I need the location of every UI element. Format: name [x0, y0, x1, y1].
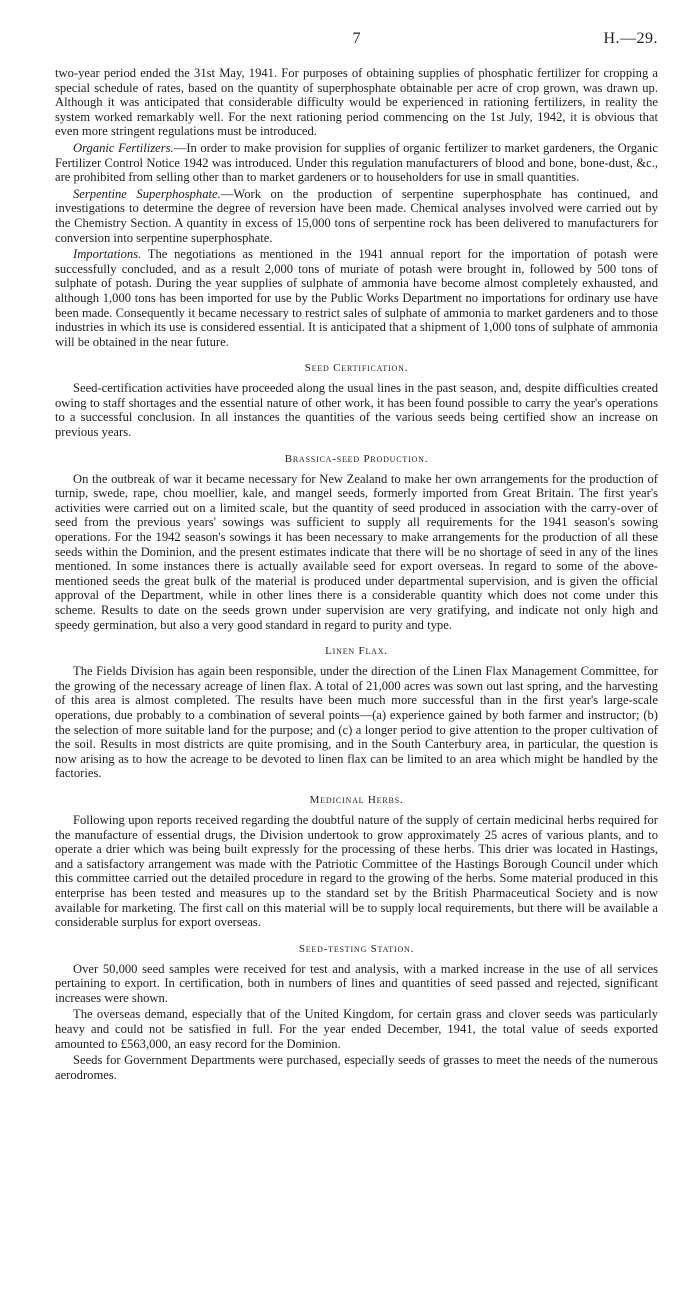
brassica-section	[55, 452, 658, 633]
paragraph: On the outbreak of war it became necessary for New Zealand to make her own arrangements for the production of turnip, swede, rape, chou moellier, kale, and mangel seeds, formerly imported from Great Britain. The first year's activities were carried out on a limited scale, but the quantity of seed produced in association with the carry-over of seed from the previous years' sowings was sufficient to supply all requirements for the 1941 season's sowing operations. For the 1942 season's sowings it has been necessary to make arrangements for the production of all these seeds within the Dominion, and the present estimates indicate that there will be no shortage of seed in any of the lines mentioned. In some instances there is actually available seed for export overseas. In regard to some of the above-mentioned seeds the great bulk of the material is produced under departmental supervision, and is given the official approval of the Department, while in other lines there is a considerable quantity which does not come under this scheme. Results to date on the seeds grown under supervision are very gratifying, and indicate not only high and speedy germination, but also a very good standard in regard to purity and type.	[55, 471, 658, 632]
document-reference: H.—29.	[603, 30, 658, 47]
paragraph-body: —Work on the production of serpentine superphosphate has continued, and investigations to determine the degree of reversion have been made. Chemical analyses involved were carried out by the Chemistry Section. A quantity in excess of 15,000 tons of serpentine rock has been delivered to manufacturers for conversion into serpentine superphosphate.	[55, 186, 658, 245]
intro-section	[55, 66, 658, 349]
run-in-heading: Serpentine Superphosphate.	[73, 186, 221, 201]
continued-paragraph: two-year period ended the 31st May, 1941. For purposes of obtaining supplies of phosphatic fertilizer for cropping a special schedule of rates, based on the quantity of superphosphate obtainable per acre of crop grown, was drawn up. Although it was anticipated that considerable difficulty would be experienced in rationing fertilizers, in reality the system worked remarkably well. For the next rationing period commencing on the 1st July, 1942, it is obvious that even more stringent regulations must be introduced.	[55, 66, 658, 139]
serpentine-superphosphate-paragraph	[55, 187, 658, 245]
paragraph: Following upon reports received regarding the doubtful nature of the supply of certain medicinal herbs required for the manufacture of essential drugs, the Division undertook to grow approximately 25 acres of various plants, and to operate a drier which was being built expressly for the processing of these herbs. This drier was located in Hastings, and a satisfactory arrangement was made with the Patriotic Committee of the Hastings Borough Council under which this committee carried out the detailed procedure in regard to the growing of the herbs. Some material produced in this enterprise has been tested and measures up to the standard set by the British Pharmaceutical Society and is now available for marketing. The first call on this material will be to supply local requirements, but there will be available a considerable surplus for export overseas.	[55, 812, 658, 930]
seed-testing-section	[55, 942, 658, 1083]
paragraph: The overseas demand, especially that of the United Kingdom, for certain grass and clover seeds was particularly heavy and could not be satisfied in full. For the year ended December, 1941, the total value of seeds exported amounted to £563,000, an easy record for the Dominion.	[55, 1007, 658, 1051]
section-heading: Medicinal Herbs.	[309, 793, 404, 806]
medicinal-herbs-section	[55, 793, 658, 930]
section-heading: Linen Flax.	[325, 645, 388, 658]
linen-flax-section	[55, 644, 658, 781]
importations-paragraph	[55, 247, 658, 349]
paragraph-body: —In order to make provision for supplies of organic fertilizer to market gardeners, the Organic Fertilizer Control Notice 1942 was introduced. Under this regulation manufacturers of blood and bone, bone-dust, &c., are prohibited from selling other than to market gardeners or to householders for use in small quantities.	[55, 140, 659, 185]
paragraph-body: The negotiations as mentioned in the 1941 annual report for the importation of potash were successfully concluded, and as a result 2,000 tons of muriate of potash were brought in, followed by 500 tons of sulphate of potash. During the year supplies of sulphate of ammonia have become almost completely exhausted, and although 1,000 tons has been imported for use by the Public Works Department no importations for ordinary use have been made. Consequently it became necessary to restrict sales of sulphate of ammonia to market gardeners and to those industries in which its use is considered essential. It is anticipated that a shipment of 1,000 tons of sulphate of ammonia will be obtained in the near future.	[55, 247, 658, 349]
paragraph: The Fields Division has again been responsible, under the direction of the Linen Flax Management Committee, for the growing of the necessary acreage of linen flax. A total of 21,000 acres was sown out last spring, and the harvesting of this area is almost completed. The results have been much more successful than in the first year's large-scale operations, due probably to a combination of several points—(a) experience gained by both farmer and instructor; (b) the selection of more suitable land for the purpose; and (c) a longer period to give attention to the proper cultivation of the soil. Results in most districts are quite promising, and in the South Canterbury area, in particular, the question is now arising as to how the acreage to be devoted to linen flax can be limited to an area which might be handled by the factories.	[55, 664, 658, 781]
run-in-heading: Importations.	[73, 247, 142, 262]
paragraph: Over 50,000 seed samples were received for test and analysis, with a marked increase in the use of all services pertaining to export. In certification, both in numbers of lines and quantities of seed passed and rejected, significant increases were shown.	[55, 961, 658, 1005]
paragraph: Seed-certification activities have proceeded along the usual lines in the past season, and, despite difficulties created owing to staff shortages and the essential nature of other work, it has been found possible to carry the year's operations to a successful conclusion. In all instances the quantities of the various seeds being certified show an increase on previous years.	[55, 381, 658, 440]
section-heading: Seed-testing Station.	[298, 942, 415, 955]
paragraph: Seeds for Government Departments were purchased, especially seeds of grasses to meet the needs of the numerous aerodromes.	[55, 1053, 658, 1082]
organic-fertilizers-paragraph	[55, 141, 658, 185]
run-in-heading: Organic Fertilizers.	[73, 140, 174, 155]
section-heading: Brassica-seed Production.	[284, 452, 429, 465]
page-number: 7	[352, 30, 361, 47]
seed-certification-section	[55, 361, 658, 439]
page-header	[55, 30, 658, 66]
section-heading: Seed Certification.	[304, 362, 409, 375]
